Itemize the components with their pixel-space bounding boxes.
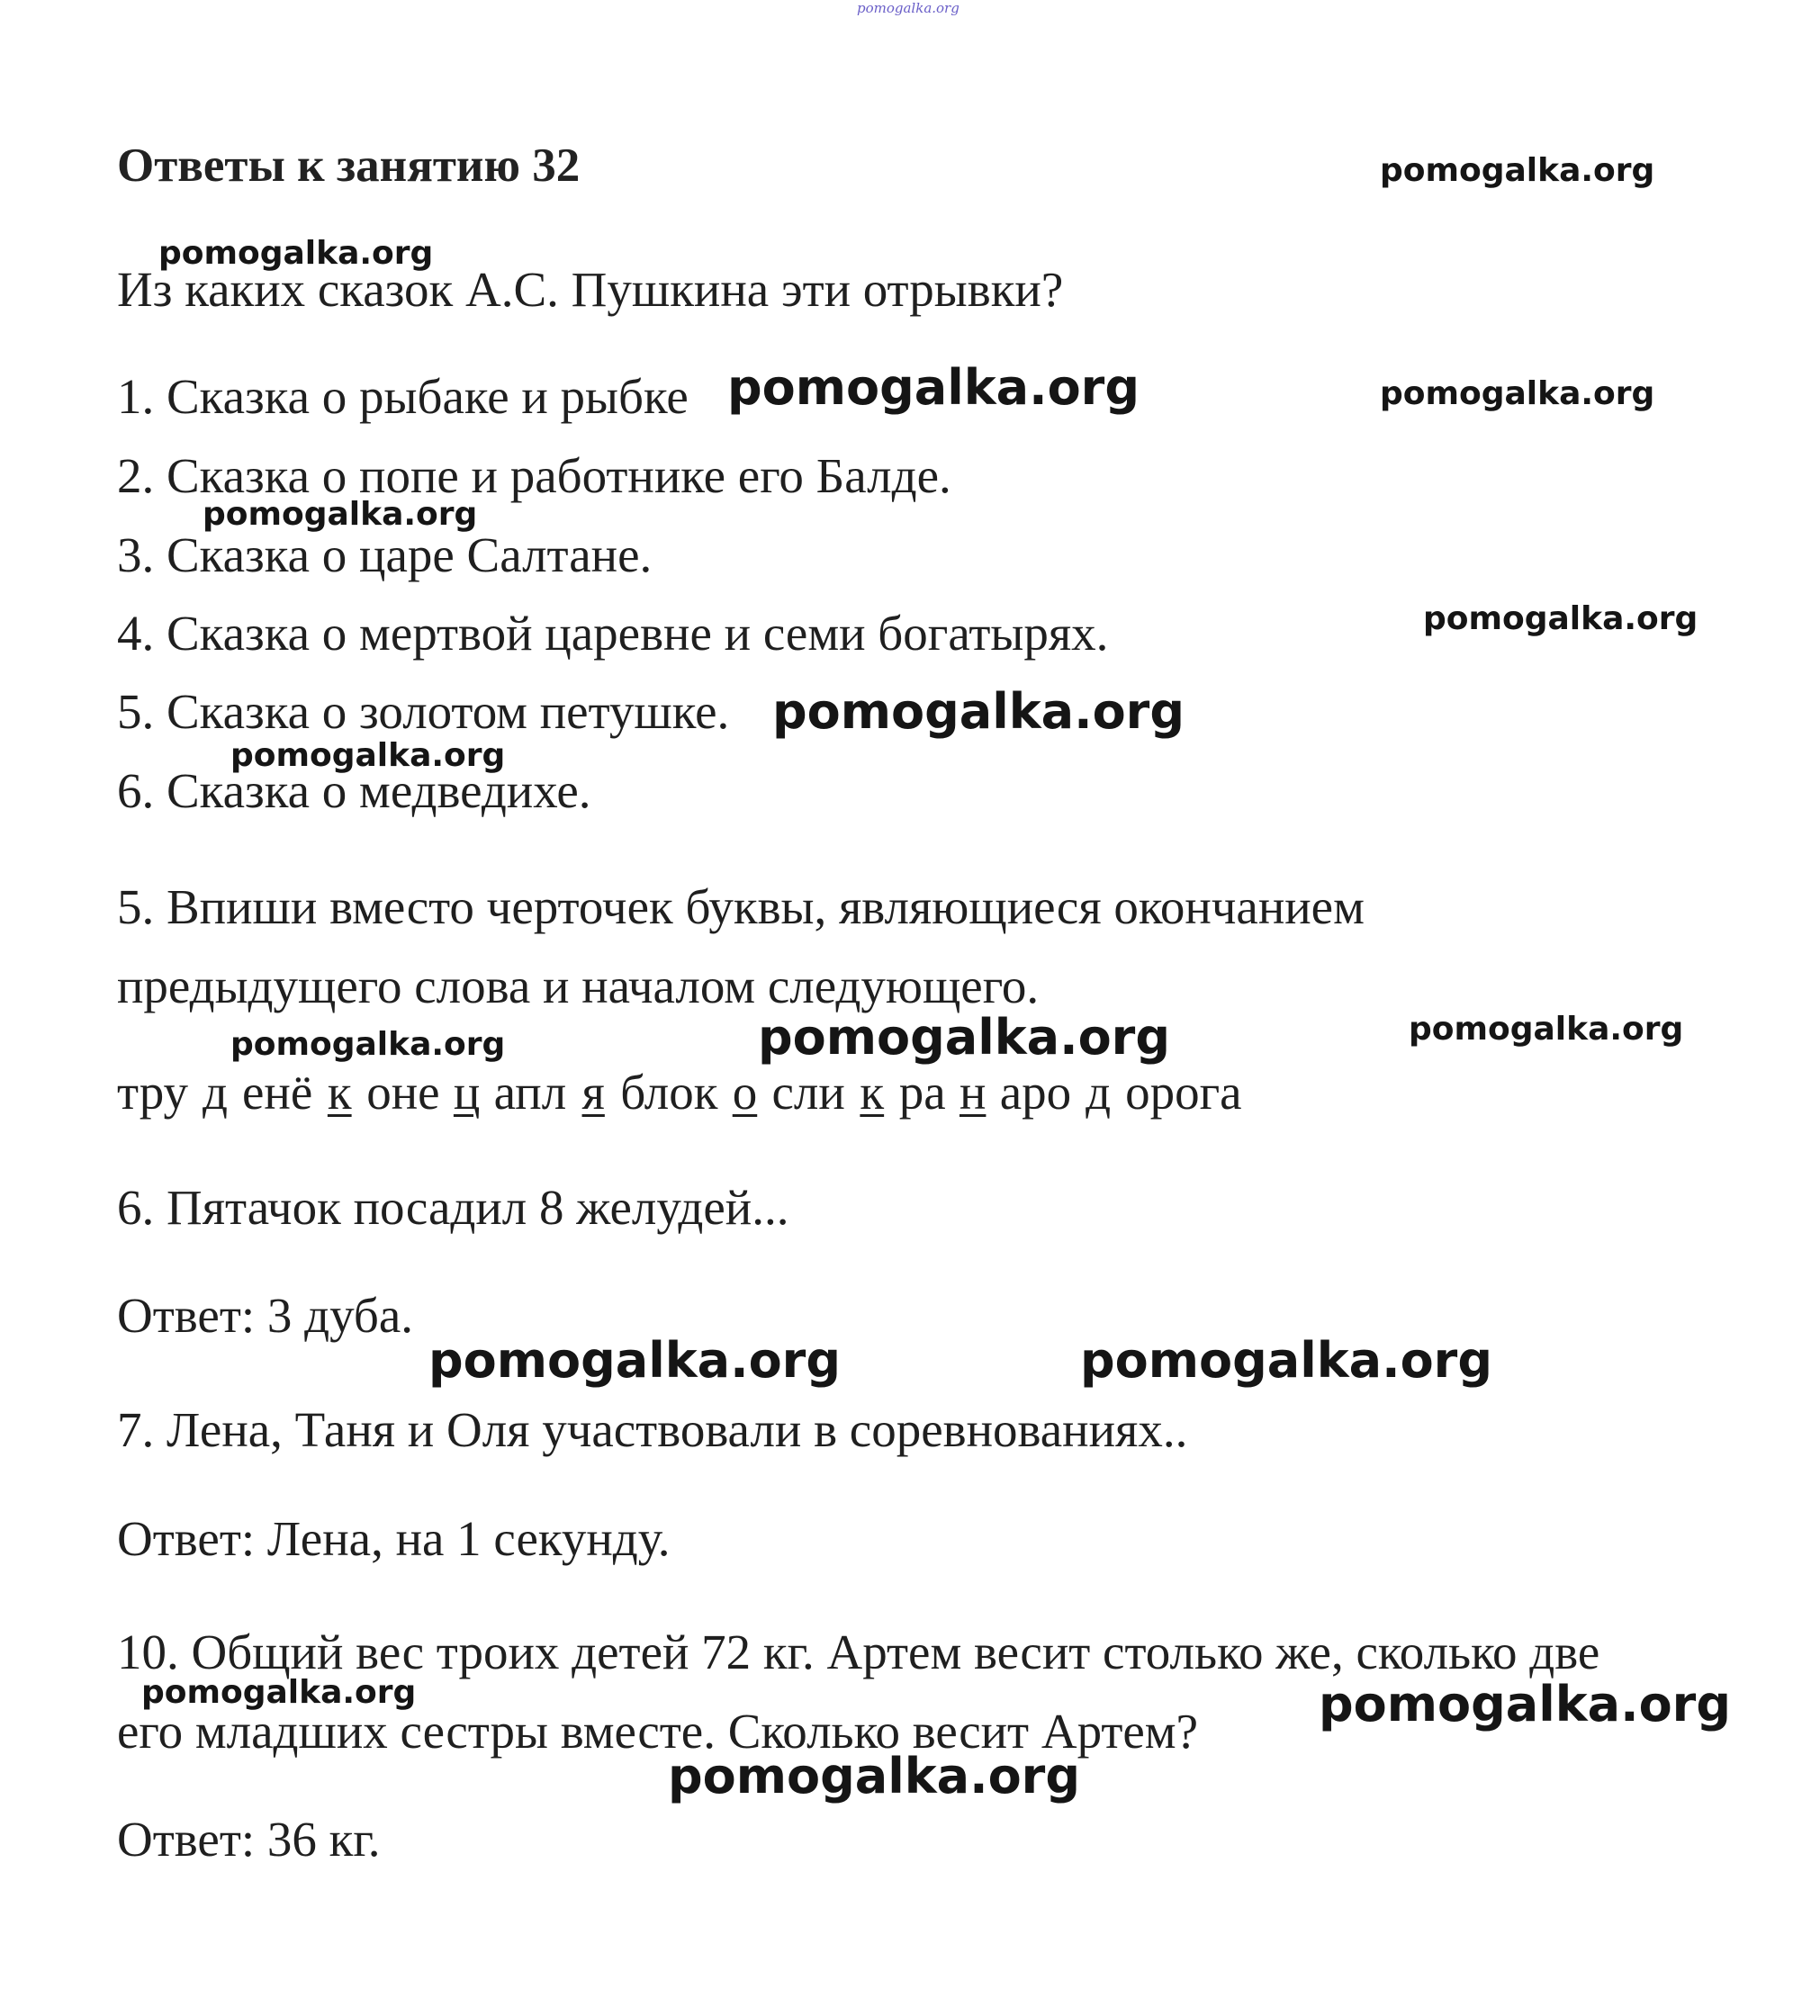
task6-question: 6. Пятачок посадил 8 желудей... [117, 1180, 789, 1235]
tale-item: 2. Сказка о попе и работнике его Балде. [117, 448, 951, 503]
task10-text-line2: его младших сестры вместе. Сколько весит Артем? [117, 1704, 1199, 1759]
chain-part: енё [241, 1065, 313, 1120]
watermark: pomogalka.org [727, 359, 1140, 416]
watermark: pomogalka.org [1409, 1011, 1684, 1048]
task7-question: 7. Лена, Таня и Оля участвовали в соревнованиях.. [117, 1402, 1188, 1457]
watermark: pomogalka.org [668, 1748, 1080, 1804]
chain-part: аро [999, 1065, 1072, 1120]
chain-letter: к [860, 1065, 885, 1120]
chain-letter: н [959, 1065, 987, 1120]
chain-part: тру [117, 1065, 188, 1120]
chain-letter: о [732, 1065, 758, 1120]
watermark: pomogalka.org [1319, 1676, 1731, 1732]
task5-text-line1: 5. Впиши вместо черточек буквы, являющиеся окончанием [117, 879, 1365, 934]
tale-item: 6. Сказка о медведихе. [117, 763, 591, 818]
chain-part: сли [771, 1065, 845, 1120]
watermark: pomogalka.org [203, 496, 478, 533]
chain-letter: к [327, 1065, 352, 1120]
watermark: pomogalka.org [758, 1009, 1170, 1066]
watermark: pomogalka.org [230, 1026, 506, 1063]
chain-letter: д [202, 1065, 228, 1120]
watermark: pomogalka.org [428, 1332, 841, 1389]
word-chain [117, 1065, 1242, 1120]
watermark: pomogalka.org [772, 683, 1185, 740]
watermark: pomogalka.org [230, 737, 506, 774]
task10-text-line1: 10. Общий вес троих детей 72 кг. Артем весит столько же, сколько две [117, 1624, 1600, 1679]
task5-text-line2: предыдущего слова и началом следующего. [117, 958, 1040, 1013]
watermark: pomogalka.org [1380, 375, 1655, 412]
chain-part: блок [620, 1065, 718, 1120]
tale-item: 4. Сказка о мертвой царевне и семи богатырях. [117, 606, 1109, 661]
task7-answer: Ответ: Лена, на 1 секунду. [117, 1511, 671, 1566]
page-title: Ответы к занятию 32 [117, 140, 581, 192]
watermark: pomogalka.org [158, 235, 434, 272]
watermark: pomogalka.org [1380, 152, 1655, 189]
chain-part: орога [1125, 1065, 1242, 1120]
header-watermark: pomogalka.org [857, 0, 960, 16]
chain-part: ра [898, 1065, 946, 1120]
watermark: pomogalka.org [141, 1674, 417, 1711]
tale-item: 1. Сказка о рыбаке и рыбке [117, 369, 689, 424]
chain-part: апл [493, 1065, 567, 1120]
task6-answer: Ответ: 3 дуба. [117, 1288, 414, 1343]
chain-part: оне [366, 1065, 440, 1120]
intro-question: Из каких сказок А.С. Пушкина эти отрывки? [117, 262, 1064, 317]
watermark: pomogalka.org [1080, 1332, 1492, 1389]
task10-answer: Ответ: 36 кг. [117, 1812, 381, 1867]
chain-letter: д [1086, 1065, 1112, 1120]
chain-letter: я [581, 1065, 605, 1120]
tale-item: 5. Сказка о золотом петушке. [117, 684, 730, 739]
watermark: pomogalka.org [1423, 600, 1698, 637]
chain-letter: ц [453, 1065, 481, 1120]
tale-item: 3. Сказка о царе Салтане. [117, 527, 653, 582]
